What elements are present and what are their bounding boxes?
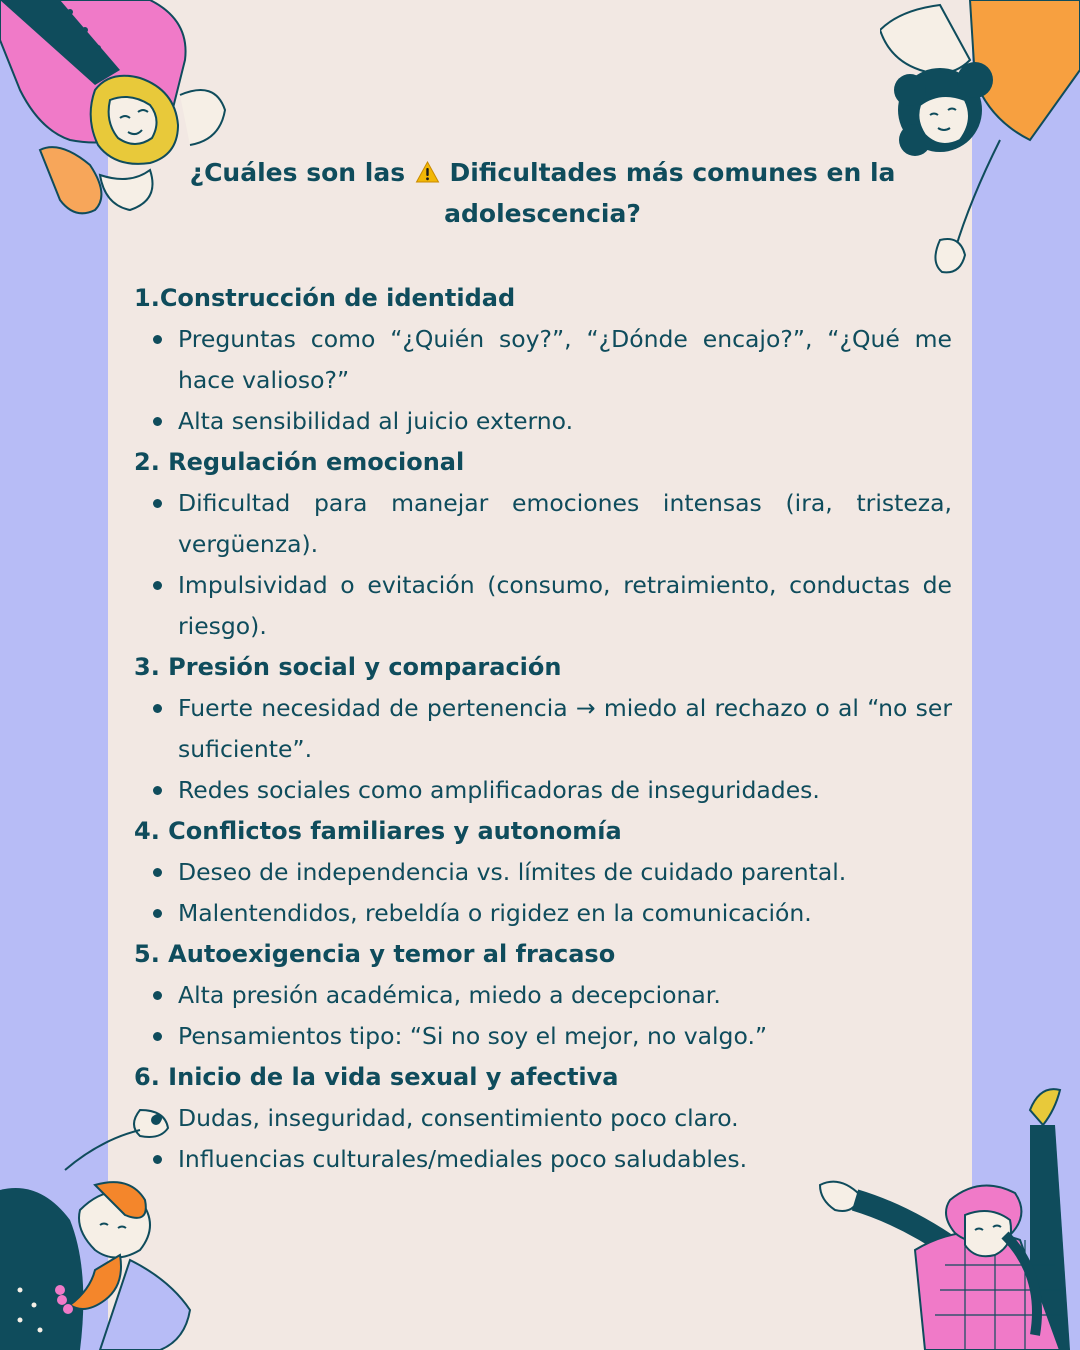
list-item <box>134 975 952 1016</box>
bullet-text: Pensamientos tipo: “Si no soy el mejor, no valgo.” <box>178 1022 768 1050</box>
list-item <box>134 1139 952 1180</box>
bullet-text: Redes sociales como amplificadoras de inseguridades. <box>178 776 820 804</box>
bullet-list <box>134 1098 952 1180</box>
section-emotional-regulation <box>134 442 952 647</box>
bullet-dot <box>153 1155 162 1164</box>
bullet-dot <box>153 581 162 590</box>
bullet-dot <box>153 786 162 795</box>
bullet-text: Influencias culturales/mediales poco saludables. <box>178 1145 748 1173</box>
bullet-dot <box>153 704 162 713</box>
section-heading: 4. Conflictos familiares y autonomía <box>134 817 622 845</box>
list-item <box>134 565 952 647</box>
page-title <box>160 152 925 234</box>
section-social-pressure <box>134 647 952 811</box>
bullet-list <box>134 975 952 1057</box>
list-item <box>134 1016 952 1057</box>
section-heading: 3. Presión social y comparación <box>134 653 562 681</box>
bullet-text: Fuerte necesidad de pertenencia → miedo al rechazo o al “no ser suficiente”. <box>178 694 952 763</box>
bullet-dot <box>153 1032 162 1041</box>
title-suffix: Dificultades más comunes en la adolescencia? <box>444 158 896 228</box>
bullet-dot <box>153 991 162 1000</box>
bullet-dot <box>153 909 162 918</box>
list-item <box>134 401 952 442</box>
list-item <box>134 893 952 934</box>
bullet-list <box>134 483 952 647</box>
list-item <box>134 770 952 811</box>
bullet-list <box>134 688 952 811</box>
list-item <box>134 319 952 401</box>
bullet-text: Impulsividad o evitación (consumo, retraimiento, conductas de riesgo). <box>178 571 952 640</box>
section-identity <box>134 278 952 442</box>
bullet-text: Preguntas como “¿Quién soy?”, “¿Dónde encajo?”, “¿Qué me hace valioso?” <box>178 325 952 394</box>
warning-icon <box>415 161 440 183</box>
section-heading: 6. Inicio de la vida sexual y afectiva <box>134 1063 619 1091</box>
bullet-text: Alta sensibilidad al juicio externo. <box>178 407 574 435</box>
bullet-list <box>134 319 952 442</box>
section-sexual-affective-life <box>134 1057 952 1180</box>
bullet-text: Malentendidos, rebeldía o rigidez en la comunicación. <box>178 899 812 927</box>
bullet-dot <box>153 335 162 344</box>
section-heading: 2. Regulación emocional <box>134 448 465 476</box>
title-prefix: ¿Cuáles son las <box>189 158 406 187</box>
bullet-text: Dudas, inseguridad, consentimiento poco claro. <box>178 1104 739 1132</box>
section-heading: 1.Construcción de identidad <box>134 284 516 312</box>
bullet-dot <box>153 868 162 877</box>
bullet-list <box>134 852 952 934</box>
bullet-text: Dificultad para manejar emociones intensas (ira, tristeza, vergüenza). <box>178 489 952 558</box>
bullet-text: Deseo de independencia vs. límites de cuidado parental. <box>178 858 847 886</box>
person-orange-jacket-illustration <box>880 0 1080 280</box>
section-self-demand <box>134 934 952 1057</box>
bullet-dot <box>153 417 162 426</box>
bullet-text: Alta presión académica, miedo a decepcionar. <box>178 981 721 1009</box>
bullet-dot <box>153 499 162 508</box>
difficulties-list <box>134 278 952 1180</box>
bullet-dot <box>153 1114 162 1123</box>
section-heading: 5. Autoexigencia y temor al fracaso <box>134 940 616 968</box>
list-item <box>134 1098 952 1139</box>
list-item <box>134 688 952 770</box>
list-item <box>134 483 952 565</box>
list-item <box>134 852 952 893</box>
section-family-conflicts <box>134 811 952 934</box>
